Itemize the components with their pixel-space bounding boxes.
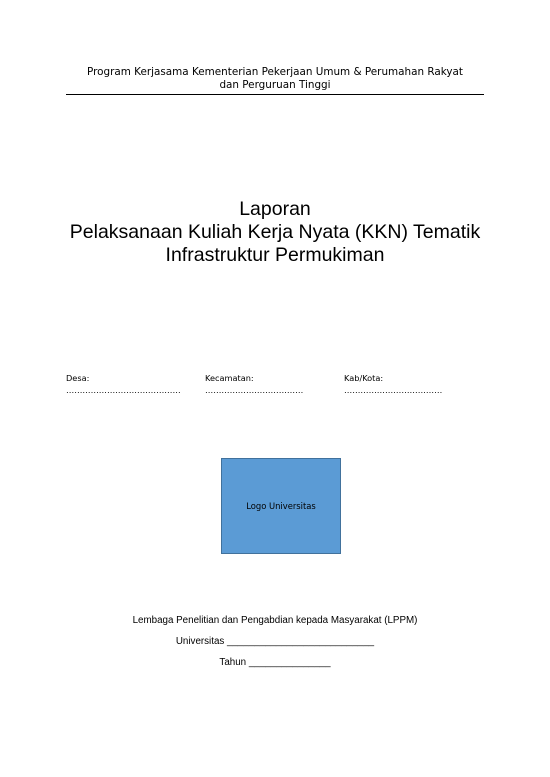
tahun-line: Tahun _______________ [219,657,331,668]
title-line-1: Laporan [239,198,311,220]
document-header [66,66,484,92]
header-divider [66,94,484,95]
universitas-line: Universitas ___________________________ [175,636,375,647]
header-line-2: dan Perguruan Tinggi [219,79,331,91]
kecamatan-field: Kecamatan: ……………………………… [205,373,304,395]
logo-label: Logo Universitas [246,501,316,511]
university-logo-placeholder [221,458,341,554]
institution-name: Lembaga Penelitian dan Pengabdian kepada Masyarakat (LPPM) [132,615,418,626]
title-line-2: Pelaksanaan Kuliah Kerja Nyata (KKN) Tematik [69,221,481,243]
header-line-1: Program Kerjasama Kementerian Pekerjaan Umum & Perumahan Rakyat [87,66,463,78]
report-title [40,198,510,267]
title-line-3: Infrastruktur Permukiman [165,244,385,266]
desa-field: Desa: …………………………………… [66,373,181,395]
document-footer [60,614,490,677]
kab-kota-field: Kab/Kota: ……………………………… [344,373,443,395]
